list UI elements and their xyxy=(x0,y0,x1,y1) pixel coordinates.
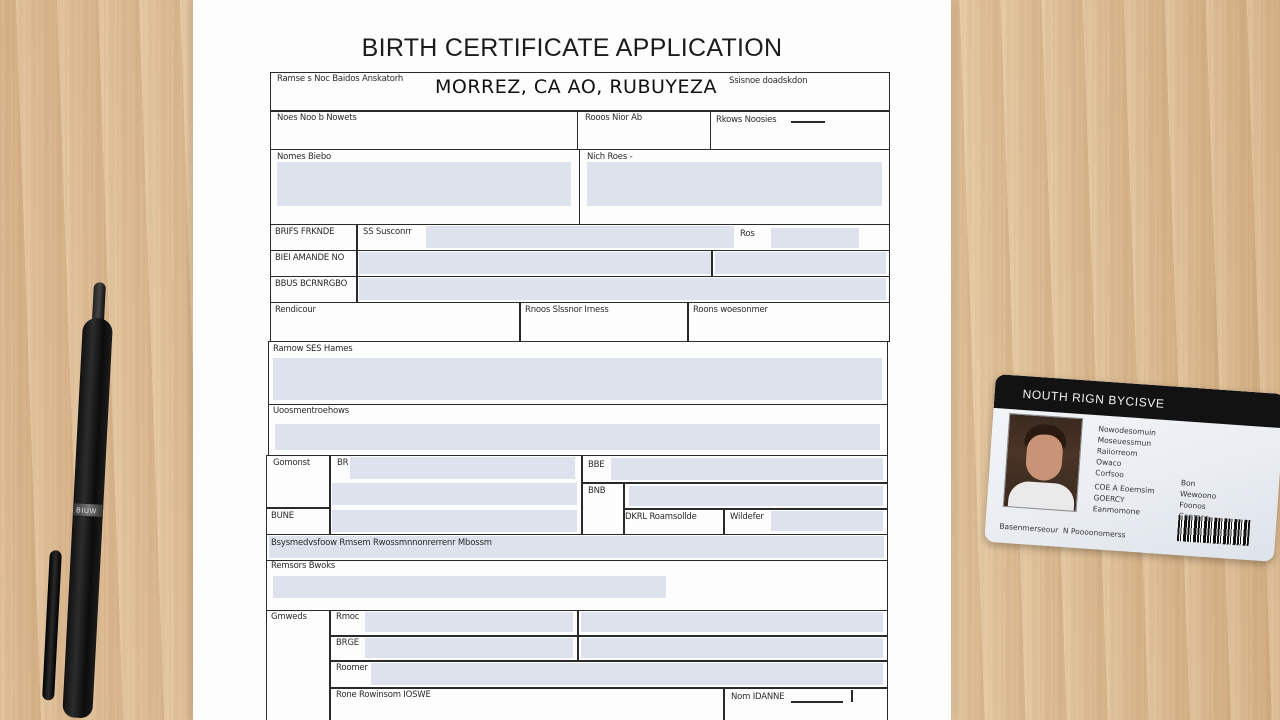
form-grid xyxy=(193,0,951,720)
label-r14-c: BRGE xyxy=(336,638,359,648)
id-card-header: NOUTH RIGN BYCISVE xyxy=(994,374,1280,428)
input-r4-b[interactable] xyxy=(426,226,734,248)
input-r10-c[interactable] xyxy=(611,458,883,480)
label-r11-d: Wildefer xyxy=(730,512,764,522)
label-r2-b: Rooos Nior Ab xyxy=(585,113,642,123)
label-r4-a: BRIFS FRKNDE xyxy=(275,227,335,237)
label-applicant: Ramse s Noc Baidos Anskatorh xyxy=(277,74,404,84)
divider xyxy=(329,610,331,720)
label-r14-e: Rone Rowinsom IOSWE xyxy=(336,690,431,700)
divider xyxy=(266,507,330,509)
id-card-text-right: Bon Wewoono Foonos xyxy=(1179,478,1217,511)
handwritten-name[interactable]: MORREZ, CA AO, RUBUYEZA xyxy=(435,76,718,98)
label-r11-a: BNB xyxy=(588,486,606,496)
divider xyxy=(329,455,331,535)
divider xyxy=(577,610,579,660)
id-card xyxy=(984,374,1280,562)
label-r9-a: Uoosmentroehows xyxy=(273,406,349,416)
label-r3-b: Nich Roes - xyxy=(587,152,633,162)
pen xyxy=(35,280,128,720)
form-title: BIRTH CERTIFICATE APPLICATION xyxy=(361,34,783,62)
input-r3-b[interactable] xyxy=(587,162,882,206)
divider xyxy=(723,508,725,535)
pen-body xyxy=(62,318,113,719)
label-r4-b: SS Susconrr xyxy=(363,227,412,237)
label-row1-right: Ssisnoe doadskdon xyxy=(729,76,808,86)
label-r6-a: BBUS BCRNRGBO xyxy=(275,279,348,289)
label-r7-b: Rnoos Slssnor Irness xyxy=(525,305,609,315)
input-r3-a[interactable] xyxy=(277,162,571,206)
input-r13-a[interactable] xyxy=(273,576,666,598)
label-r12-a: Bsysmedvsfoow Rmsem Rwossmnnonrerrenr Mbossm xyxy=(271,538,492,548)
input-r14-d[interactable] xyxy=(371,663,883,685)
id-card-text-mid: COE A Eoemsim GOERCY Eanmomone xyxy=(1092,482,1155,517)
input-r14-b[interactable] xyxy=(365,612,573,632)
divider xyxy=(329,635,888,637)
label-r2-c: Rkows Noosies xyxy=(716,115,777,125)
input-r4-c[interactable] xyxy=(771,228,859,248)
label-r13-a: Remsors Bwoks xyxy=(271,561,336,571)
input-r11-a[interactable] xyxy=(629,486,883,506)
pen-band-text: BIUW xyxy=(75,506,98,516)
label-r2-a: Noes Noo b Nowets xyxy=(277,113,357,123)
label-r11-c: DKRL Roamsollde xyxy=(625,512,697,522)
divider xyxy=(687,302,689,342)
label-r10-b: BR xyxy=(337,458,349,468)
divider xyxy=(623,508,887,510)
label-r14-b: Rmoc xyxy=(336,612,360,622)
input-r14-c2[interactable] xyxy=(581,638,883,658)
label-r7-c: Roons woesonmer xyxy=(693,305,768,315)
barcode xyxy=(1177,515,1251,546)
divider xyxy=(581,482,887,484)
underline xyxy=(791,121,825,123)
label-r7-a: Rendicour xyxy=(275,305,316,315)
label-r5-a: BIEI AMANDE NO xyxy=(275,253,345,263)
input-r9-a[interactable] xyxy=(275,424,880,450)
divider xyxy=(356,224,358,251)
input-r11-d[interactable] xyxy=(771,511,883,531)
divider xyxy=(356,276,358,303)
label-r8-a: Ramow SES Hames xyxy=(273,344,353,354)
pen-clip xyxy=(42,550,62,700)
divider xyxy=(851,690,853,702)
underline xyxy=(791,701,843,703)
label-r4-c: Ros xyxy=(740,229,755,239)
input-r6-a[interactable] xyxy=(359,278,886,300)
label-r10-a: Gomonst xyxy=(273,458,311,468)
input-r11-left[interactable] xyxy=(332,483,577,505)
pen-tip xyxy=(92,282,106,323)
input-r5-a[interactable] xyxy=(359,252,711,274)
row-3-divider xyxy=(579,149,581,225)
id-photo xyxy=(1003,413,1083,512)
divider xyxy=(519,302,521,342)
divider xyxy=(723,687,725,720)
label-r14-d: Roomer xyxy=(336,663,368,673)
divider xyxy=(329,660,888,662)
label-r10-c: BBE xyxy=(588,460,605,470)
input-r10-b[interactable] xyxy=(350,457,575,479)
input-r11-b[interactable] xyxy=(332,510,577,532)
label-r14-a: Gmweds xyxy=(271,612,307,622)
divider xyxy=(356,250,358,277)
divider xyxy=(329,687,888,689)
label-r11-b: BUNE xyxy=(271,511,294,521)
label-r3-a: Nomes Biebo xyxy=(277,152,332,162)
id-card-text-bottom: Basenmerseour N Poooonomerss xyxy=(999,521,1126,540)
input-r14-c[interactable] xyxy=(365,638,573,658)
input-r8-a[interactable] xyxy=(273,358,882,400)
input-r5-b[interactable] xyxy=(715,252,886,274)
input-r14-b2[interactable] xyxy=(581,612,883,632)
label-r14-f: Nom IDANNE xyxy=(731,692,785,702)
id-card-text-top: Nowodesomuin Moseuessmun Raiiorreom Owaco Corfsoo xyxy=(1095,424,1157,480)
application-form-paper xyxy=(193,0,951,720)
divider xyxy=(581,455,583,535)
divider xyxy=(711,250,713,277)
